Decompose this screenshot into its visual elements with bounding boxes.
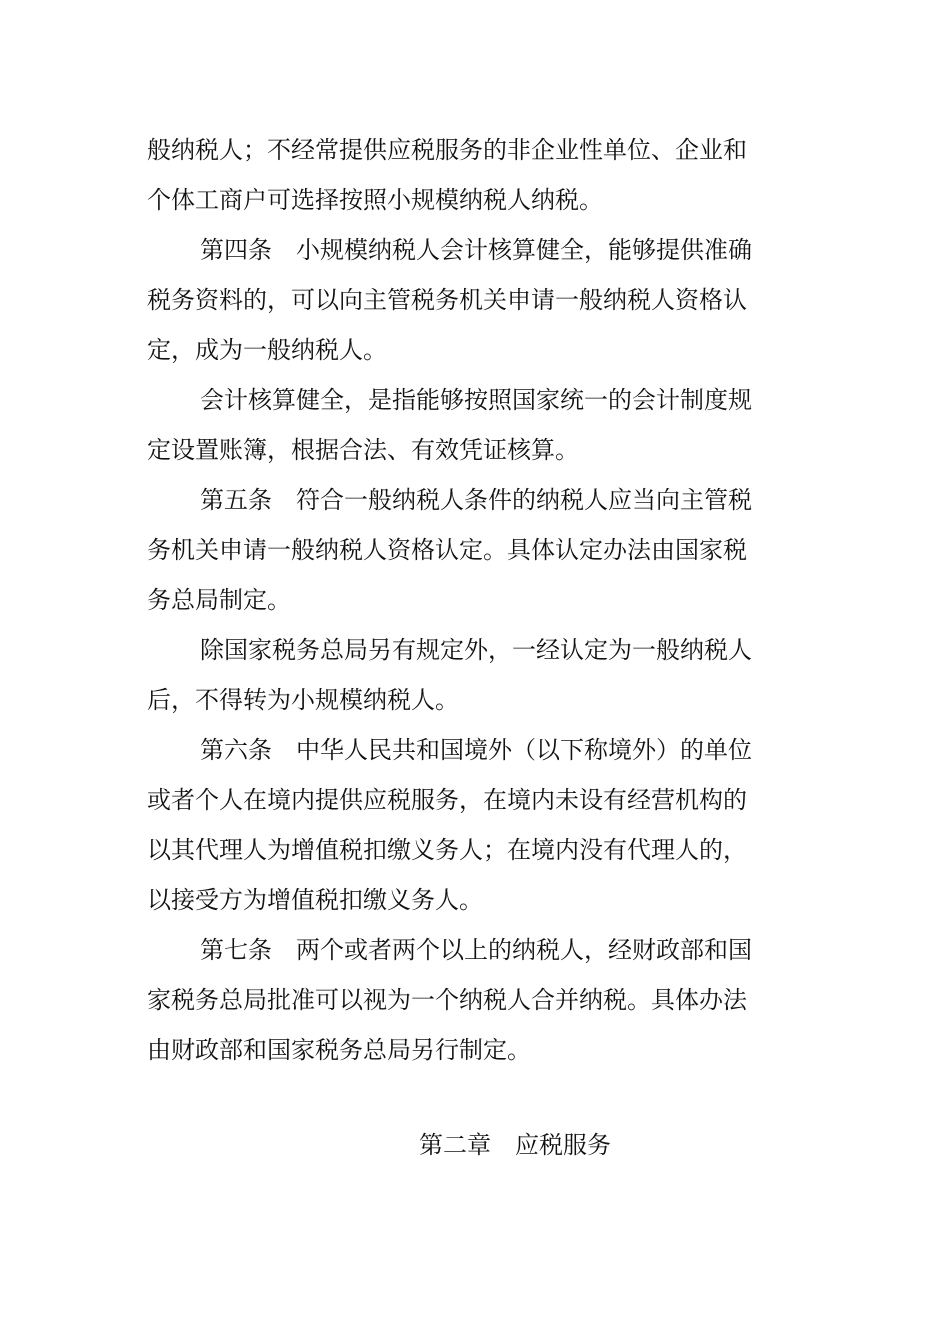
paragraph-line: 会计核算健全，是指能够按照国家统一的会计制度规: [200, 386, 752, 414]
article-5-line: 第五条 符合一般纳税人条件的纳税人应当向主管税: [200, 486, 752, 514]
text-line: 般纳税人；不经常提供应税服务的非企业性单位、企业和: [147, 136, 747, 164]
text-line: 税务资料的，可以向主管税务机关申请一般纳税人资格认: [147, 286, 747, 314]
article-4-line: 第四条 小规模纳税人会计核算健全，能够提供准确: [200, 236, 752, 264]
text-line: 以其代理人为增值税扣缴义务人；在境内没有代理人的，: [147, 836, 747, 864]
text-line: 务机关申请一般纳税人资格认定。具体认定办法由国家税: [147, 536, 747, 564]
text-line: 个体工商户可选择按照小规模纳税人纳税。: [147, 186, 603, 214]
text-line: 家税务总局批准可以视为一个纳税人合并纳税。具体办法: [147, 986, 747, 1014]
text-line: 务总局制定。: [147, 586, 291, 614]
text-line: 后，不得转为小规模纳税人。: [147, 686, 459, 714]
text-line: 或者个人在境内提供应税服务，在境内未设有经营机构的: [147, 786, 747, 814]
article-6-line: 第六条 中华人民共和国境外（以下称境外）的单位: [200, 736, 752, 764]
chapter-heading: 第二章 应税服务: [419, 1131, 611, 1159]
text-line: 定，成为一般纳税人。: [147, 336, 387, 364]
paragraph-line: 除国家税务总局另有规定外，一经认定为一般纳税人: [200, 636, 752, 664]
text-line: 由财政部和国家税务总局另行制定。: [147, 1036, 531, 1064]
article-7-line: 第七条 两个或者两个以上的纳税人，经财政部和国: [200, 936, 752, 964]
text-line: 定设置账簿，根据合法、有效凭证核算。: [147, 436, 579, 464]
text-line: 以接受方为增值税扣缴义务人。: [147, 886, 483, 914]
